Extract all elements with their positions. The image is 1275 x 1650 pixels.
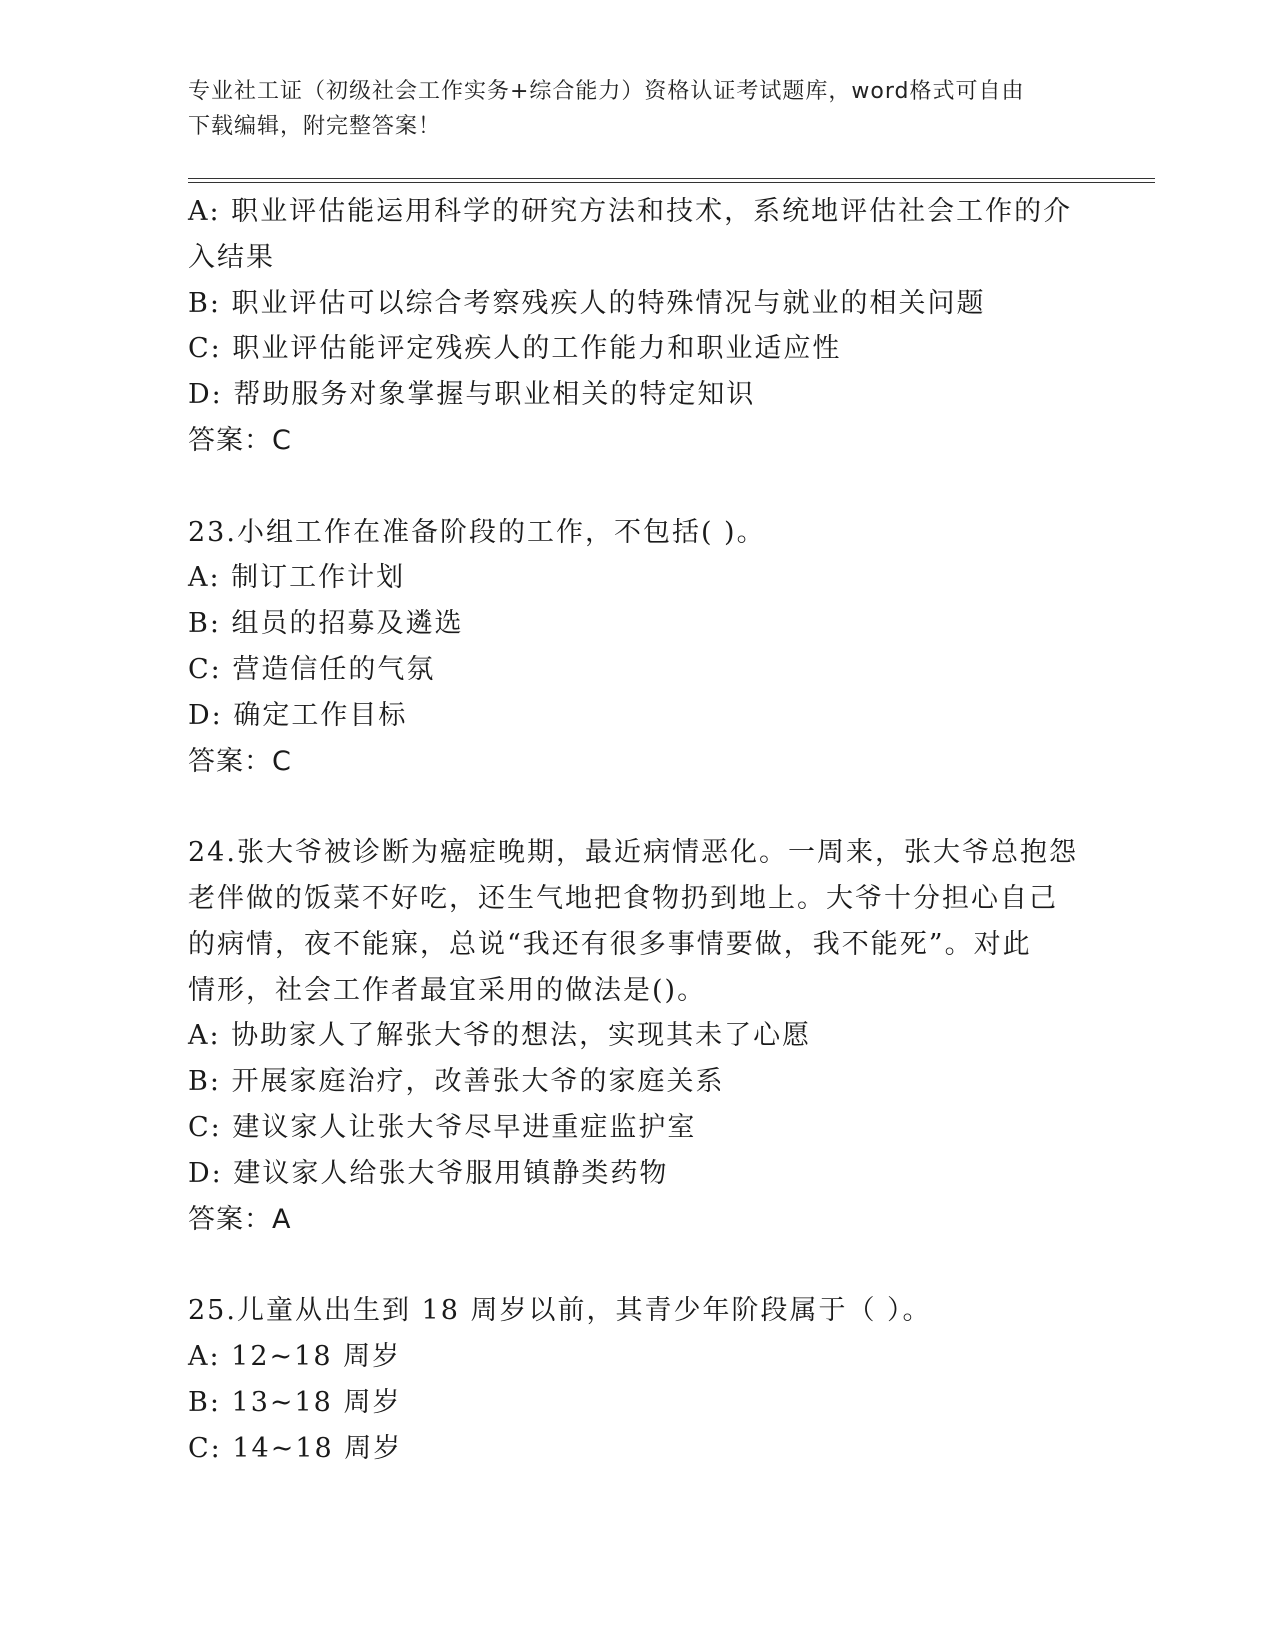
option-a-line-2: 入结果 bbox=[188, 241, 275, 273]
option-a-line-1: A: 职业评估能运用科学的研究方法和技术，系统地评估社会工作的介 bbox=[188, 196, 1073, 227]
question-stem: 23.小组工作在准备阶段的工作，不包括( )。 bbox=[188, 516, 766, 548]
question-content bbox=[188, 189, 1088, 1471]
spacer bbox=[188, 1242, 1088, 1288]
option-a: A: 制订工作计划 bbox=[188, 562, 406, 594]
header-line-2: 下载编辑，附完整答案！ bbox=[188, 114, 442, 139]
answer: 答案：C bbox=[188, 745, 292, 777]
option-a: A: 协助家人了解张大爷的想法，实现其未了心愿 bbox=[188, 1020, 812, 1052]
option-a: A: 12~18 周岁 bbox=[188, 1340, 402, 1372]
spacer bbox=[188, 464, 1088, 510]
answer: 答案：C bbox=[188, 424, 292, 456]
option-c: C: 建议家人让张大爷尽早进重症监护室 bbox=[188, 1111, 697, 1143]
option-c: C: 营造信任的气氛 bbox=[188, 653, 436, 685]
question-22-block bbox=[188, 189, 1088, 464]
question-stem-line-2: 老伴做的饭菜不好吃，还生气地把食物扔到地上。大爷十分担心自己 bbox=[188, 882, 1058, 914]
option-d: D: 确定工作目标 bbox=[188, 699, 408, 731]
question-stem: 25.儿童从出生到 18 周岁以前，其青少年阶段属于（ ）。 bbox=[188, 1295, 932, 1327]
question-23-block bbox=[188, 510, 1088, 785]
question-stem-line-1: 24.张大爷被诊断为癌症晚期，最近病情恶化。一周来，张大爷总抱怨 bbox=[188, 837, 1078, 869]
question-25-block bbox=[188, 1288, 1088, 1471]
spacer bbox=[188, 784, 1088, 830]
option-b: B: 组员的招募及遴选 bbox=[188, 608, 464, 640]
header-divider bbox=[188, 178, 1155, 183]
option-b: B: 13~18 周岁 bbox=[188, 1386, 402, 1418]
answer: 答案：A bbox=[188, 1203, 292, 1235]
option-d: D: 帮助服务对象掌握与职业相关的特定知识 bbox=[188, 379, 756, 411]
document-header bbox=[188, 74, 1088, 144]
header-line-1: 专业社工证（初级社会工作实务+综合能力）资格认证考试题库，word格式可自由 bbox=[188, 79, 1025, 104]
question-24-block bbox=[188, 830, 1088, 1242]
option-c: C: 14~18 周岁 bbox=[188, 1432, 403, 1464]
option-c: C: 职业评估能评定残疾人的工作能力和职业适应性 bbox=[188, 333, 842, 365]
option-d: D: 建议家人给张大爷服用镇静类药物 bbox=[188, 1157, 669, 1189]
question-stem-line-4: 情形，社会工作者最宜采用的做法是()。 bbox=[188, 974, 707, 1006]
question-stem-line-3: 的病情，夜不能寐，总说“我还有很多事情要做，我不能死”。对此 bbox=[188, 928, 1032, 960]
option-b: B: 开展家庭治疗，改善张大爷的家庭关系 bbox=[188, 1066, 725, 1098]
option-b: B: 职业评估可以综合考察残疾人的特殊情况与就业的相关问题 bbox=[188, 287, 986, 319]
